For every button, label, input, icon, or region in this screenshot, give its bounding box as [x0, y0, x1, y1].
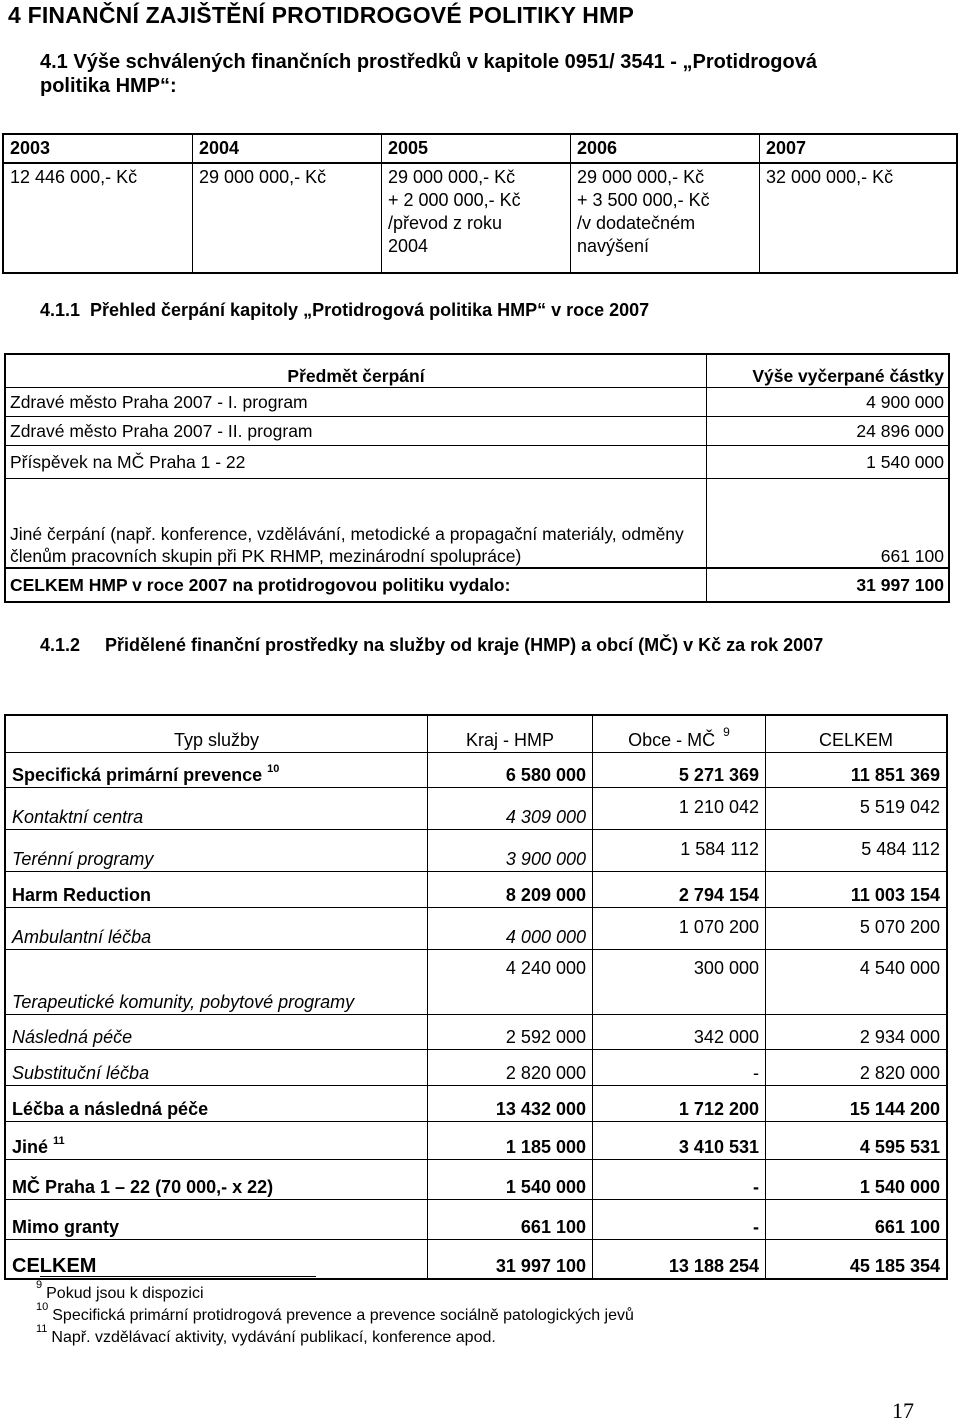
- page-number: 17: [892, 1398, 914, 1423]
- service-label: Léčba a následná péče: [5, 1086, 428, 1122]
- celkem-value: 5 519 042: [766, 788, 948, 830]
- footnote-ref: 11: [53, 1135, 65, 1147]
- budget-cell: [3, 163, 193, 273]
- spending-value: 24 896 000: [707, 417, 950, 446]
- service-label: Ambulantní léčba: [5, 908, 428, 950]
- table-row: [5, 1050, 947, 1086]
- spending-table: [4, 353, 950, 603]
- celkem-value: 45 185 354: [766, 1240, 948, 1280]
- kraj-value: 2 592 000: [428, 1015, 593, 1050]
- header-obce: [593, 715, 766, 753]
- footnote-text: Specifická primární protidrogová prevence a prevence sociálně patologických jevů: [52, 1307, 634, 1324]
- budget-cell: [193, 163, 382, 273]
- spending-total-value: 31 997 100: [707, 568, 950, 602]
- kraj-value: 1 185 000: [428, 1122, 593, 1160]
- service-label: [5, 1122, 428, 1160]
- table-row: [5, 950, 947, 1015]
- footnote-text: Pokud jsou k dispozici: [46, 1285, 204, 1302]
- table-row: [5, 788, 947, 830]
- footnote-separator: [40, 1276, 316, 1277]
- footnote-text: Např. vzdělávací aktivity, vydávání publikací, konference apod.: [51, 1329, 496, 1346]
- service-label-text: Jiné: [12, 1137, 49, 1157]
- service-label-text: Specifická primární prevence: [12, 765, 263, 785]
- spending-label: Zdravé město Praha 2007 - II. program: [5, 417, 707, 446]
- budget-line: 32 000 000,- Kč: [766, 167, 894, 187]
- budget-cell: [760, 163, 958, 273]
- obce-value: 1 210 042: [593, 788, 766, 830]
- budget-cell: [571, 163, 760, 273]
- spending-header-amount-label: Výše vyčerpané částky: [752, 366, 944, 386]
- budget-line: + 3 500 000,- Kč: [577, 190, 710, 210]
- footnote: [36, 1301, 634, 1326]
- obce-value: 13 188 254: [593, 1240, 766, 1280]
- header-type: [5, 715, 428, 753]
- spending-label: Jiné čerpání (např. konference, vzdělávání, metodické a propagační materiály, odměny členům pracovních skupin při PK RHMP, mezinárodní spolupráce): [5, 479, 707, 569]
- obce-value: -: [593, 1160, 766, 1200]
- kraj-value: 6 580 000: [428, 753, 593, 788]
- celkem-value: 1 540 000: [766, 1160, 948, 1200]
- obce-value: 1 712 200: [593, 1086, 766, 1122]
- budget-header-row: [3, 134, 957, 163]
- celkem-value: 15 144 200: [766, 1086, 948, 1122]
- table-row: [5, 479, 949, 569]
- budget-line: 29 000 000,- Kč: [577, 167, 705, 187]
- kraj-value: 8 209 000: [428, 872, 593, 908]
- budget-table: [2, 133, 958, 274]
- spending-label: Zdravé město Praha 2007 - I. program: [5, 388, 707, 417]
- spending-header-row: [5, 354, 949, 388]
- year-header: 2004: [193, 134, 382, 163]
- celkem-value: 11 003 154: [766, 872, 948, 908]
- spending-value: 1 540 000: [707, 446, 950, 479]
- footnote: [36, 1323, 496, 1348]
- kraj-value: 4 240 000: [428, 950, 593, 1015]
- footnote: [36, 1279, 204, 1304]
- service-label: Terénní programy: [5, 830, 428, 872]
- footnote-number: 9: [36, 1279, 43, 1291]
- obce-value: -: [593, 1050, 766, 1086]
- service-label: Terapeutické komunity, pobytové programy: [5, 950, 428, 1015]
- budget-line: navýšení: [577, 236, 650, 256]
- kraj-value: 1 540 000: [428, 1160, 593, 1200]
- budget-line: 29 000 000,- Kč: [388, 167, 516, 187]
- budget-line: 12 446 000,- Kč: [10, 167, 138, 187]
- year-header: 2006: [571, 134, 760, 163]
- celkem-value: 4 595 531: [766, 1122, 948, 1160]
- service-label: MČ Praha 1 – 22 (70 000,- x 22): [5, 1160, 428, 1200]
- budget-line: + 2 000 000,- Kč: [388, 190, 521, 210]
- year-header: 2005: [382, 134, 571, 163]
- table-row: [5, 1015, 947, 1050]
- year-header: 2003: [3, 134, 193, 163]
- year-header: 2007: [760, 134, 958, 163]
- budget-values-row: [3, 163, 957, 273]
- spending-total-row: [5, 568, 949, 602]
- spending-header-subject: Předmět čerpání: [5, 354, 707, 388]
- budget-line: /v dodatečném: [577, 213, 696, 233]
- service-label: Harm Reduction: [5, 872, 428, 908]
- services-table: [4, 714, 948, 1280]
- obce-value: 2 794 154: [593, 872, 766, 908]
- spending-value: 4 900 000: [707, 388, 950, 417]
- table-row: [5, 1086, 947, 1122]
- services-header-row: [5, 715, 947, 753]
- celkem-value: 2 934 000: [766, 1015, 948, 1050]
- services-total-row: [5, 1240, 947, 1280]
- subsection-number: 4.1.1: [40, 300, 81, 320]
- footnote-ref: 9: [723, 725, 730, 739]
- section-heading: 4.1 Výše schválených finančních prostředků v kapitole 0951/ 3541 - „Protidrogová politika HMP“:: [40, 51, 817, 97]
- obce-value: 3 410 531: [593, 1122, 766, 1160]
- kraj-value: 4 309 000: [428, 788, 593, 830]
- obce-value: 1 584 112: [593, 830, 766, 872]
- footnote-number: 10: [36, 1301, 49, 1313]
- obce-value: 342 000: [593, 1015, 766, 1050]
- header-celkem: CELKEM: [766, 715, 948, 753]
- chapter-heading: 4 FINANČNÍ ZAJIŠTĚNÍ PROTIDROGOVÉ POLITIKY HMP: [8, 2, 634, 28]
- kraj-value: 661 100: [428, 1200, 593, 1240]
- table-row: [5, 872, 947, 908]
- celkem-value: 11 851 369: [766, 753, 948, 788]
- table-row: [5, 1160, 947, 1200]
- obce-value: 5 271 369: [593, 753, 766, 788]
- table-row: [5, 417, 949, 446]
- header-type-label: Typ služby: [173, 730, 260, 750]
- footnote-number: 11: [36, 1323, 48, 1335]
- service-total-label: CELKEM: [5, 1240, 428, 1280]
- subsection-title: Přidělené finanční prostředky na služby od kraje (HMP) a obcí (MČ) v Kč za rok 2007: [105, 635, 824, 655]
- service-label: Kontaktní centra: [5, 788, 428, 830]
- table-row: [5, 753, 947, 788]
- table-row: [5, 388, 949, 417]
- obce-value: -: [593, 1200, 766, 1240]
- spending-value: 661 100: [707, 479, 950, 569]
- subsection-title: Přehled čerpání kapitoly „Protidrogová politika HMP“ v roce 2007: [90, 300, 650, 320]
- spending-label: Příspěvek na MČ Praha 1 - 22: [5, 446, 707, 479]
- header-obce-label: Obce - MČ: [628, 730, 716, 750]
- table-row: [5, 830, 947, 872]
- table-row: [5, 908, 947, 950]
- service-label: Substituční léčba: [5, 1050, 428, 1086]
- obce-value: 1 070 200: [593, 908, 766, 950]
- service-label: Následná péče: [5, 1015, 428, 1050]
- table-row: [5, 1122, 947, 1160]
- celkem-value: 5 070 200: [766, 908, 948, 950]
- budget-cell: [382, 163, 571, 273]
- kraj-value: 13 432 000: [428, 1086, 593, 1122]
- spending-total-label: CELKEM HMP v roce 2007 na protidrogovou politiku vydalo:: [5, 568, 707, 602]
- budget-line: 29 000 000,- Kč: [199, 167, 327, 187]
- celkem-value: 5 484 112: [766, 830, 948, 872]
- footnote-ref: 10: [267, 763, 280, 775]
- budget-line: 2004: [388, 236, 429, 256]
- spending-header-amount: [707, 354, 950, 388]
- header-kraj: Kraj - HMP: [428, 715, 593, 753]
- kraj-value: 31 997 100: [428, 1240, 593, 1280]
- subsection-number: 4.1.2: [40, 635, 81, 655]
- service-label: [5, 753, 428, 788]
- kraj-value: 4 000 000: [428, 908, 593, 950]
- subsection-411-heading: [40, 300, 649, 321]
- celkem-value: 661 100: [766, 1200, 948, 1240]
- kraj-value: 3 900 000: [428, 830, 593, 872]
- table-row: [5, 446, 949, 479]
- celkem-value: 2 820 000: [766, 1050, 948, 1086]
- subsection-412-heading: [40, 633, 940, 658]
- obce-value: 300 000: [593, 950, 766, 1015]
- kraj-value: 2 820 000: [428, 1050, 593, 1086]
- table-row: [5, 1200, 947, 1240]
- budget-line: /převod z roku: [388, 213, 503, 233]
- celkem-value: 4 540 000: [766, 950, 948, 1015]
- service-label: Mimo granty: [5, 1200, 428, 1240]
